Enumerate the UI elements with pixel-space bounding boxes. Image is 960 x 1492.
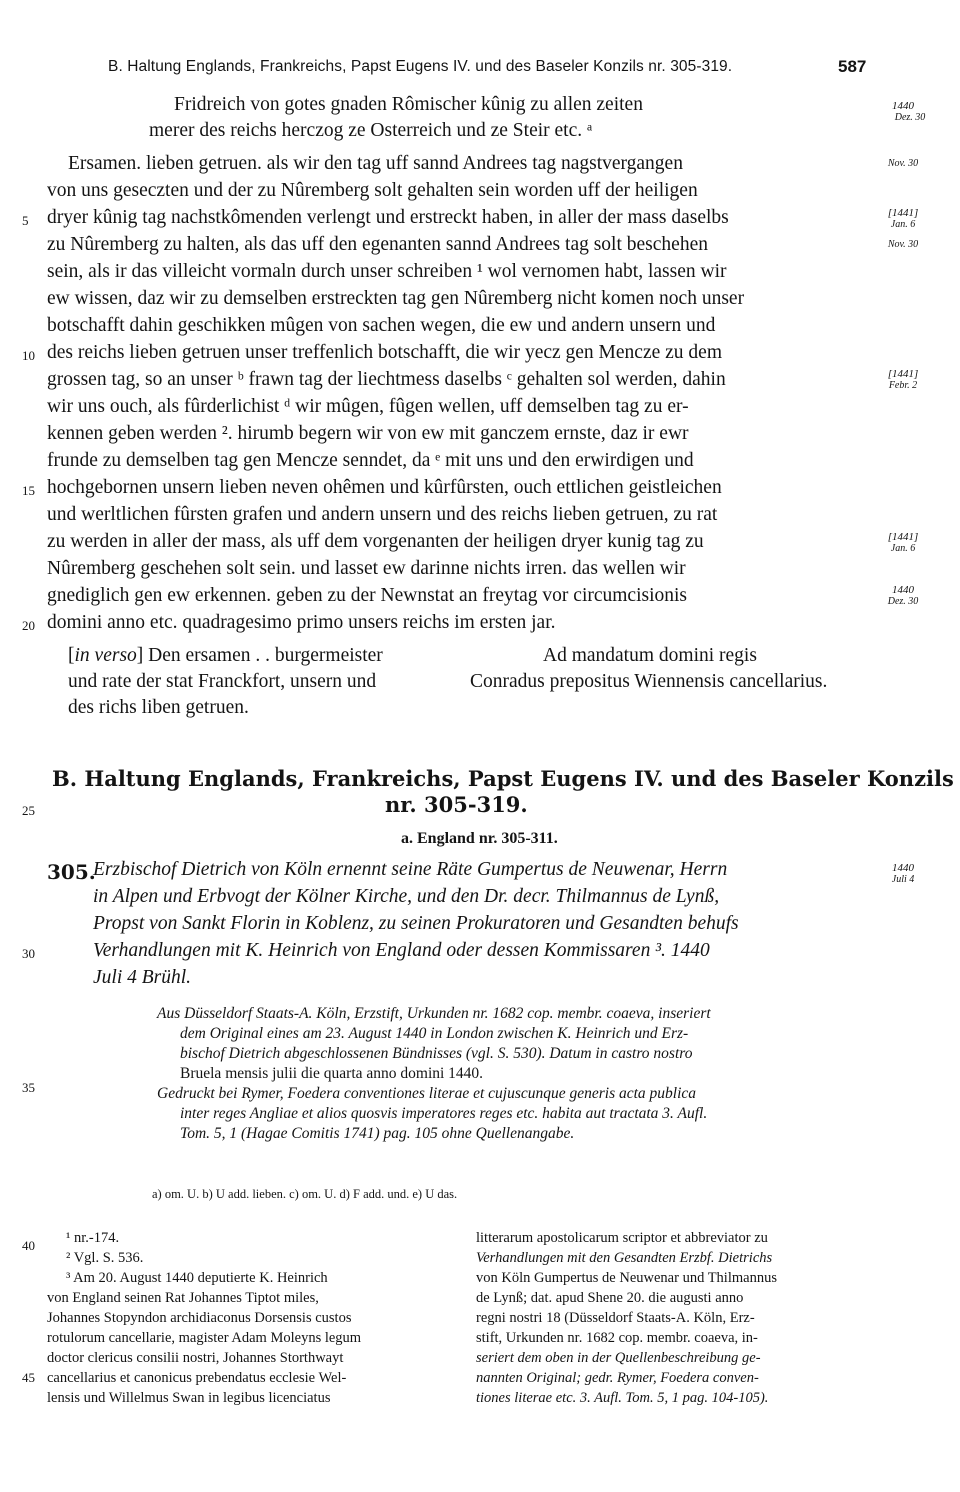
margin-date — [873, 239, 933, 251]
source-line: Gedruckt bei Rymer, Foedera conventiones literae et cujuscunque generis acta publica — [157, 1085, 697, 1102]
margin-date-day: Jan. 6 — [890, 543, 916, 554]
verso-address-line: und rate der stat Franckfort, unsern und — [68, 671, 377, 692]
letter-line: botschafft dahin geschikken mûgen von sachen wegen, die ew und andern unsern und — [47, 315, 716, 336]
margin-date-day: Dez. 30 — [887, 596, 919, 607]
letter-line: grossen tag, so an unser ᵇ frawn tag der liechtmess daselbs ᶜ gehalten sol werden, dahin — [47, 369, 726, 390]
footnote-line: seriert dem oben in der Quellenbeschreibung ge- — [476, 1350, 761, 1366]
footnote-line: de Lynß; dat. apud Shene 20. die augusti anno — [476, 1290, 744, 1306]
verso-label: in verso — [74, 645, 137, 666]
chancery-note-line: Conradus prepositus Wiennensis cancellarius. — [470, 671, 828, 692]
source-line: Bruela mensis julii die quarta anno domini 1440. — [180, 1065, 484, 1082]
footnote-line: rotulorum cancellarie, magister Adam Moleyns legum — [47, 1330, 362, 1346]
letter-line: hochgebornen unsern lieben neven ohêmen und kûrfûrsten, ouch ettlichen geistleichen — [47, 477, 722, 498]
regest-line: Propst von Sankt Florin in Koblenz, zu seinen Prokuratoren und Gesandten behufs — [93, 913, 739, 934]
footnote-line: doctor clericus consilii nostri, Johannes Storthwayt — [47, 1350, 344, 1366]
margin-date-day: Juli 4 — [891, 874, 915, 885]
margin-date-year: [1441] — [887, 368, 919, 380]
margin-date-year: [1441] — [887, 531, 919, 543]
footnote-line: cancellarius et canonicus prebendatus ecclesie Wel- — [47, 1370, 347, 1386]
margin-date — [873, 531, 933, 555]
verso-address-line: des richs liben getruen. — [68, 697, 249, 718]
section-heading-numbers: nr. 305-319. — [385, 792, 528, 817]
margin-date — [873, 862, 933, 886]
subsection-heading: a. England nr. 305-311. — [401, 830, 558, 847]
source-line: bischof Dietrich abgeschlossenen Bündnisses (vgl. S. 530). Datum in castro nostro — [180, 1045, 693, 1062]
margin-date-year: 1440 — [892, 862, 914, 874]
verso-address-text: Den ersamen . . burgermeister — [148, 645, 383, 666]
letter-line: merer des reichs herczog ze Osterreich und ze Steir etc. ᵃ — [149, 120, 593, 141]
source-line: Tom. 5, 1 (Hagae Comitis 1741) pag. 105 ohne Quellenangabe. — [180, 1125, 575, 1142]
letter-line: domini anno etc. quadragesimo primo unsers reichs im ersten jar. — [47, 612, 556, 633]
footnote-line: regni nostri 18 (Düsseldorf Staats-A. Köln, Erz- — [476, 1310, 755, 1326]
regest-line: in Alpen und Erbvogt der Kölner Kirche, und den Dr. decr. Thilmannus de Lynß, — [93, 886, 720, 907]
margin-date — [873, 207, 933, 231]
running-title: B. Haltung Englands, Frankreichs, Papst Eugens IV. und des Baseler Konzils nr. 305-319. — [108, 58, 733, 75]
page-number: 587 — [838, 57, 867, 76]
footnote-line: von Köln Gumpertus de Neuwenar und Thilmannus — [476, 1270, 777, 1286]
line-number: 30 — [22, 946, 35, 961]
margin-date — [873, 368, 933, 392]
footnote-line: nannten Original; gedr. Rymer, Foedera conven- — [476, 1370, 759, 1386]
line-number: 45 — [22, 1370, 35, 1385]
footnote-line: ¹ nr.-174. — [66, 1230, 120, 1246]
footnote-line: ² Vgl. S. 536. — [66, 1250, 144, 1266]
section-heading: B. Haltung Englands, Frankreichs, Papst Eugens IV. und des Baseler Konzils — [52, 766, 954, 791]
letter-line: von uns geseczten und der zu Nûremberg solt gehalten sein worden uff der heiligen — [47, 180, 698, 201]
margin-date-year: 1440 — [892, 584, 914, 596]
line-number: 5 — [22, 213, 29, 228]
margin-date-day: Jan. 6 — [890, 219, 916, 230]
letter-line: gnediglich gen ew erkennen. geben zu der Newnstat an freytag vor circumcisionis — [47, 585, 688, 606]
footnote-line: stift, Urkunden nr. 1682 cop. membr. coaeva, in- — [476, 1330, 758, 1346]
footnote-line: von England seinen Rat Johannes Tiptot miles, — [47, 1290, 319, 1306]
margin-date — [873, 584, 933, 608]
letter-line: zu werden in aller der mass, als uff dem vorgenanten der heiligen dryer kunig tag zu — [47, 531, 704, 552]
footnote-line: ³ Am 20. August 1440 deputierte K. Heinrich — [66, 1270, 328, 1286]
margin-date — [873, 158, 933, 170]
regest-line: Juli 4 Brühl. — [93, 967, 192, 988]
verso-address-line: [in verso] Den ersamen . . burgermeister — [68, 645, 383, 666]
chancery-note-line: Ad mandatum domini regis — [543, 645, 757, 666]
margin-date-day: Febr. 2 — [888, 380, 918, 391]
letter-line: kennen geben werden ². hirumb begern wir von ew mit ganczem ernste, daz ir ewr — [47, 423, 689, 444]
letter-line: sein, als ir das villeicht vormaln durch unser schreiben ¹ wol vernomen habt, lassen wir — [47, 261, 727, 282]
text-variants: a) om. U. b) U add. lieben. c) om. U. d) F add. und. e) U das. — [152, 1187, 458, 1201]
regest-line: Verhandlungen mit K. Heinrich von England oder dessen Kommissaren ³. 1440 — [93, 940, 710, 961]
line-number: 20 — [22, 618, 35, 633]
line-number: 10 — [22, 348, 35, 363]
letter-line: und werltlichen fûrsten grafen und andern unsern und des reichs lieben getruen, zu rat — [47, 504, 718, 525]
footnote-line: Johannes Stopyndon archidiaconus Dorsensis custos — [47, 1310, 352, 1326]
document-number: 305. — [47, 860, 96, 884]
margin-date — [873, 100, 933, 124]
margin-date-day: Nov. 30 — [887, 239, 919, 250]
footnote-line: tiones literae etc. 3. Aufl. Tom. 5, 1 pag. 104-105). — [476, 1390, 769, 1406]
letter-line: ew wissen, daz wir zu demselben erstreckten tag gen Nûremberg nicht komen noch unser — [47, 288, 745, 309]
footnote-line: lensis und Willelmus Swan in legibus licenciatus — [47, 1390, 331, 1406]
letter-line: wir uns ouch, als fûrderlichist ᵈ wir mûgen, fûgen wellen, uff demselben tag zu er- — [47, 396, 689, 417]
line-number: 40 — [22, 1238, 35, 1253]
letter-line: dryer kûnig tag nachstkômenden verlengt und erstreckt haben, in aller der mass daselbs — [47, 207, 729, 228]
margin-date-year: [1441] — [887, 207, 919, 219]
letter-line: frunde zu demselben tag gen Mencze senndet, da ᵉ mit uns und den erwirdigen und — [47, 450, 694, 471]
source-line: inter reges Angliae et alios quosvis imperatores reges etc. habita aut tractata 3. Aufl. — [180, 1105, 708, 1122]
line-number: 25 — [22, 803, 35, 818]
letter-line: Nûremberg geschehen solt sein. und lasset ew darinne nichts irren. das wellen wir — [47, 558, 686, 579]
source-line: dem Original eines am 23. August 1440 in London zwischen K. Heinrich und Erz- — [180, 1025, 689, 1042]
source-line: Aus Düsseldorf Staats-A. Köln, Erzstift, Urkunden nr. 1682 cop. membr. coaeva, inseriert — [157, 1005, 711, 1022]
margin-date-year: 1440 — [892, 100, 914, 112]
letter-line: Fridreich von gotes gnaden Rômischer kûnig zu allen zeiten — [174, 94, 643, 115]
footnote-line: litterarum apostolicarum scriptor et abbreviator zu — [476, 1230, 768, 1246]
regest-line: Erzbischof Dietrich von Köln ernennt seine Räte Gumpertus de Neuwenar, Herrn — [93, 859, 728, 880]
letter-line: des reichs lieben getruen unser treffenlich botschafft, die wir yecz gen Mencze zu dem — [47, 342, 722, 363]
letter-line: zu Nûremberg zu halten, als das uff den egenanten sannd Andrees tag solt beschehen — [47, 234, 708, 255]
letter-line: Ersamen. lieben getruen. als wir den tag uff sannd Andrees tag nagstvergangen — [68, 153, 683, 174]
footnote-line: Verhandlungen mit den Gesandten Erzbf. Dietrichs — [476, 1250, 773, 1266]
line-number: 15 — [22, 483, 35, 498]
margin-date-day: Dez. 30 — [894, 112, 926, 123]
line-number: 35 — [22, 1080, 35, 1095]
margin-date-day: Nov. 30 — [887, 158, 919, 169]
